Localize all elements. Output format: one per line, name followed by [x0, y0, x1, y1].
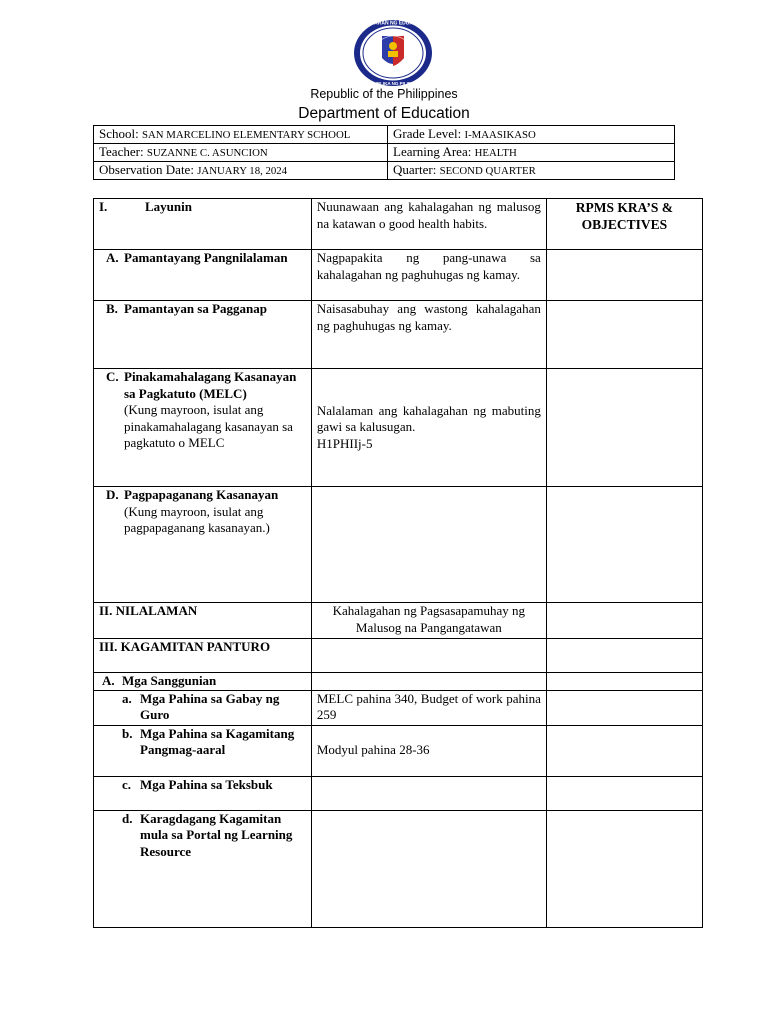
republic-line: Republic of the Philippines — [310, 87, 458, 101]
kagamitan-label: III. KAGAMITAN PANTURO — [94, 639, 312, 673]
area-cell: Learning Area: HEALTH — [388, 144, 675, 162]
row-c-label: C. Pinakamahalagang Kasanayan sa Pagkatuto (MELC) (Kung mayroon, isulat ang pinakamahalagang kasanayan sa pagkatuto o MELC — [94, 369, 312, 487]
deped-seal-logo — [352, 18, 434, 88]
row-sd-label: d. Karagdagang Kagamitan mula sa Portal ng Learning Resource — [94, 810, 312, 927]
row-sc-rpms — [546, 776, 702, 810]
row-a-value: Nagpapakita ng pang-unawa sa kahalagahan ng paghuhugas ng kamay. — [311, 250, 546, 301]
school-value: SAN MARCELINO ELEMENTARY SCHOOL — [141, 129, 351, 141]
date-cell: Observation Date: JANUARY 18, 2024 — [94, 162, 388, 180]
layunin-value: Nuunawaan ang kahalagahan ng malusog na katawan o good health habits. — [311, 199, 546, 250]
info-table — [93, 125, 675, 180]
row-sc-value — [311, 776, 546, 810]
department-line: Department of Education — [298, 105, 470, 122]
area-value: HEALTH — [474, 147, 517, 159]
lesson-plan-table — [93, 198, 703, 928]
nilalaman-value: Kahalagahan ng Pagsasapamuhay ng Malusog na Pangangatawan — [311, 603, 546, 639]
row-sa-value: MELC pahina 340, Budget of work pahina 259 — [311, 690, 546, 725]
sanggunian-value — [311, 673, 546, 691]
layunin-cell: I. Layunin — [94, 199, 312, 250]
grade-value: I-MAASIKASO — [464, 129, 536, 141]
row-sd-value — [311, 810, 546, 927]
sanggunian-rpms — [546, 673, 702, 691]
row-sb-value: Modyul pahina 28-36 — [311, 725, 546, 776]
row-d-note: (Kung mayroon, isulat ang pagpapaganang kasanayan.) — [124, 503, 270, 535]
quarter-value: SECOND QUARTER — [439, 165, 536, 177]
row-d-label: D. Pagpapaganang Kasanayan (Kung mayroon, isulat ang pagpapaganang kasanayan.) — [94, 487, 312, 603]
row-c-note: (Kung mayroon, isulat ang pinakamahalagang kasanayan sa pagkatuto o MELC — [124, 402, 293, 450]
row-sa-label: a. Mga Pahina sa Gabay ng Guro — [94, 690, 312, 725]
date-value: JANUARY 18, 2024 — [197, 165, 288, 177]
school-cell: School: SAN MARCELINO ELEMENTARY SCHOOL — [94, 126, 388, 144]
row-b-label: B. Pamantayan sa Pagganap — [94, 301, 312, 369]
row-sb-label: b. Mga Pahina sa Kagamitang Pangmag-aaral — [94, 725, 312, 776]
row-sa-rpms — [546, 690, 702, 725]
svg-text:KAGAWARAN NG EDUKASYON: KAGAWARAN NG EDUKASYON — [355, 20, 431, 27]
rpms-header: RPMS KRA’S & OBJECTIVES — [546, 199, 702, 250]
teacher-value: SUZANNE C. ASUNCION — [146, 147, 268, 159]
row-sc-label: c. Mga Pahina sa Teksbuk — [94, 776, 312, 810]
row-b-rpms — [546, 301, 702, 369]
sanggunian-label: A. Mga Sanggunian — [94, 673, 312, 691]
nilalaman-label: II. NILALAMAN — [94, 603, 312, 639]
kagamitan-rpms — [546, 639, 702, 673]
row-c-rpms — [546, 369, 702, 487]
teacher-cell: Teacher: SUZANNE C. ASUNCION — [94, 144, 388, 162]
row-d-value — [311, 487, 546, 603]
row-a-label: A. Pamantayang Pangnilalaman — [94, 250, 312, 301]
grade-cell: Grade Level: I-MAASIKASO — [388, 126, 675, 144]
melc-code: H1PHIIj-5 — [316, 435, 373, 451]
row-b-value: Naisasabuhay ang wastong kahalagahan ng paghuhugas ng kamay. — [311, 301, 546, 369]
row-d-rpms — [546, 487, 702, 603]
nilalaman-rpms — [546, 603, 702, 639]
row-c-value: Nalalaman ang kahalagahan ng mabuting gawi sa kalusugan. H1PHIIj-5 — [311, 369, 546, 487]
svg-text:REPUBLIKA NG PILIPINAS: REPUBLIKA NG PILIPINAS — [364, 81, 422, 86]
row-sd-rpms — [546, 810, 702, 927]
row-sb-rpms — [546, 725, 702, 776]
row-a-rpms — [546, 250, 702, 301]
quarter-cell: Quarter: SECOND QUARTER — [388, 162, 675, 180]
kagamitan-value — [311, 639, 546, 673]
